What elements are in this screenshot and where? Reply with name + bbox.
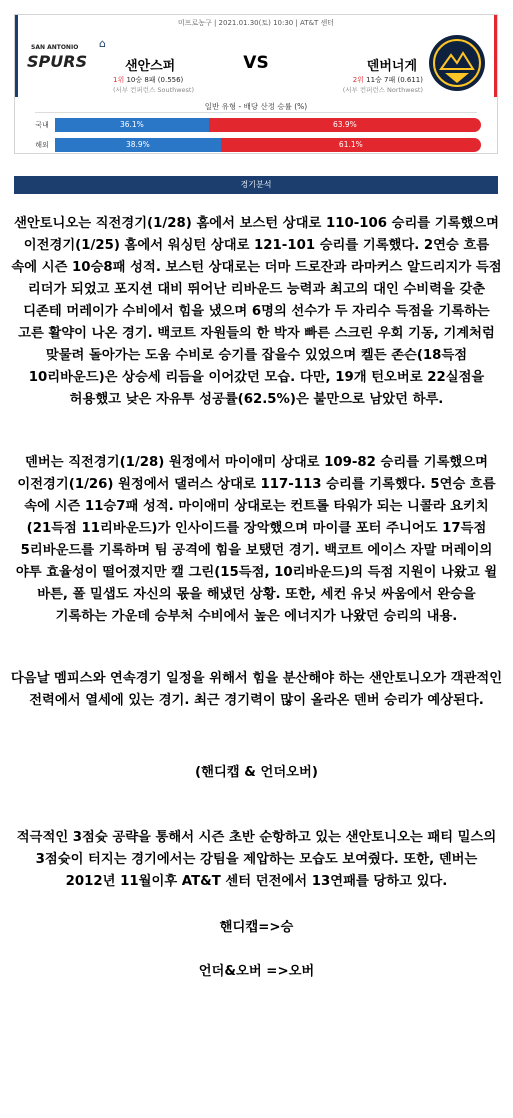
vs-label: VS <box>243 53 269 73</box>
home-record <box>113 75 183 85</box>
paragraph-nuggets: 덴버는 직전경기(1/28) 원정에서 마이애미 상대로 109-82 승리를 기록했으며 이전경기(1/26) 원정에서 댈러스 상대로 117-113 승리를 기록했다. 5연승 흐름 속에 시즌 11승7패 성적. 마이애미 상대로는 컨트롤 타워가 되는 니콜라 요키치(21득점 11리바운드)가 인사이드를 장악했으며 마이클 포터 주니어도 17득점 5리바운드를 기록하며 팀 공격에 힘을 보탰던 경기. 백코트 에이스 자말 머레이의 야투 효율성이 떨어졌지만 캘 그린(15득점, 10리바운드)의 득점 지원이 나왔고 윌 바튼, 폴 밀샙도 자신의 몫을 해냈던 상황. 또한, 세컨 유닛 싸움에서 완승을 기록하는 가운데 승부처 수비에서 높은 에너지가 나왔던 승리의 내용. <box>15 455 498 624</box>
away-conference: (서부 컨퍼런스 Northwest) <box>342 86 423 94</box>
stat-row-overseas <box>31 138 481 152</box>
home-team-name: 샌안스퍼 <box>125 59 176 74</box>
away-bar: 61.1% <box>221 138 481 152</box>
match-meta: 미프로농구 | 2021.01.30(토) 10:30 | AT&T 센터 <box>177 19 335 27</box>
paragraph-handicap: 적극적인 3점슛 공략을 통해서 시즌 초반 순항하고 있는 샌안토니오는 패티 밀스의 3점슛이 터지는 경기에서는 강팀을 제압하는 모습도 보여줬다. 또한, 덴버는 2012년 11월이후 AT&T 센터 던전에서 13연패를 당하고 있다. <box>16 830 497 889</box>
nuggets-logo <box>427 33 487 93</box>
section-title: 경기분석 <box>14 176 498 194</box>
away-rank: 2위 <box>352 76 364 84</box>
paragraph-prediction: 다음날 멤피스와 연속경기 일정을 위해서 힘을 분산해야 하는 샌안토니오가 객관적인 전력에서 열세에 있는 경기. 최근 경기력이 많이 올라온 덴버 승리가 예상된다. <box>10 671 503 708</box>
stats-divider <box>35 112 477 113</box>
home-bar: 36.1% <box>55 118 209 132</box>
home-rank: 1위 <box>113 76 125 84</box>
handicap-heading: (핸디캡 & 언더오버) <box>195 765 318 780</box>
away-record <box>353 75 423 85</box>
away-record-value: 11승 7패 (0.611) <box>366 76 423 84</box>
home-record-value: 10승 8패 (0.556) <box>126 76 184 84</box>
stat-label: 해외 <box>35 141 49 149</box>
stat-label: 국내 <box>35 121 49 129</box>
spurs-logo-sub: SAN ANTONIO <box>31 44 79 51</box>
away-team-name: 덴버너게 <box>366 59 417 74</box>
over-under-pick: 언더&오버 =>오버 <box>198 964 315 979</box>
stats-title: 일반 유형 - 배당 산정 승률 (%) <box>204 102 308 111</box>
stat-bar <box>55 118 481 132</box>
stat-bar <box>55 138 481 152</box>
stat-row-domestic <box>31 118 481 132</box>
home-icon: ⌂ <box>99 37 106 50</box>
paragraph-spurs: 샌안토니오는 직전경기(1/28) 홈에서 보스턴 상대로 110-106 승리를 기록했으며 이전경기(1/25) 홈에서 워싱턴 상대로 121-101 승리를 기록했다. 2연승 흐름 속에 시즌 10승8패 성적. 보스턴 상대로는 더마 드로잔과 라마커스 알드리지가 득점 리더가 되었고 포지션 대비 뛰어난 리바운드 능력과 최고의 대인 수비력을 갖춘 디존테 머레이가 수비에서 힘을 냈으며 6명의 선수가 두 자리수 득점을 기록하는 고른 활약이 나온 경기. 백코트 자원들의 한 박자 빠른 스크린 우회 기동, 기계처럼 맞물려 돌아가는 도움 수비로 승기를 잡을수 있었으며 켈든 존슨(18득점 10리바운드)은 상승세 리듬을 이어갔던 모습. 다만, 19개 턴오버로 22실점을 허용했고 낮은 자유투 성공률(62.5%)은 불만으로 남았던 하루. <box>11 216 502 407</box>
handicap-pick: 핸디캡=>승 <box>219 920 294 935</box>
away-bar: 63.9% <box>209 118 481 132</box>
home-conference: (서부 컨퍼런스 Southwest) <box>113 86 195 94</box>
spurs-logo-text: SPURS <box>27 52 88 71</box>
match-header <box>14 14 498 154</box>
home-bar: 38.9% <box>55 138 221 152</box>
